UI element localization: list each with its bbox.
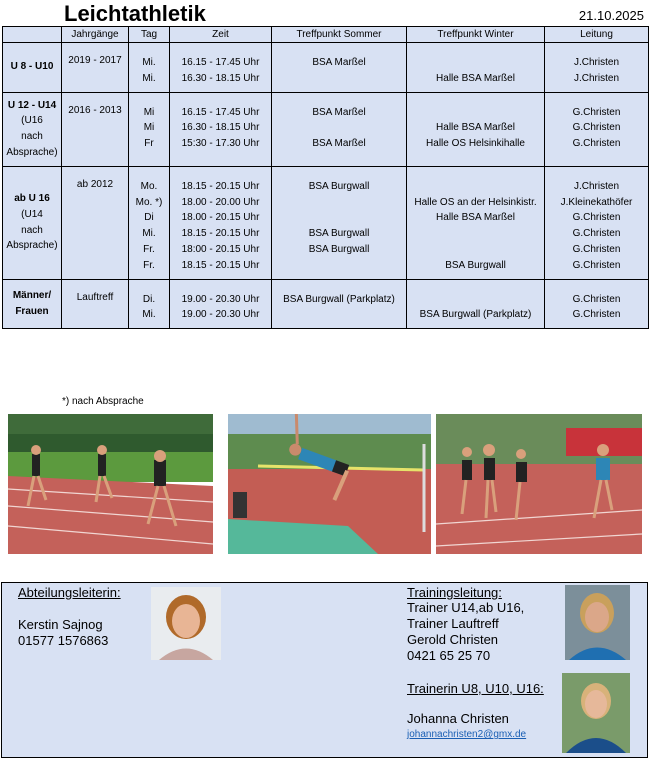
training-lead-line: Trainer U14,ab U16, [407, 600, 525, 615]
table-row [3, 43, 649, 93]
tag-cell [129, 279, 170, 329]
group-note: Absprache) [6, 240, 58, 252]
tag-line: Fr [144, 138, 154, 150]
leitung-line: G.Christen [572, 309, 621, 321]
tag-line: Mi [143, 122, 155, 134]
group-cell [3, 92, 62, 166]
training-lead-line: 0421 65 25 70 [407, 648, 491, 663]
zeit-line: 18:00 - 20.15 Uhr [181, 243, 260, 255]
trainer2-email-link[interactable]: johannachristen2@gmx.de [407, 729, 527, 740]
tag-line: Mi. [142, 72, 156, 84]
sommer-line: BSA Burgwall [308, 180, 370, 192]
col-header-tag: Tag [129, 27, 170, 43]
tag-line: Di. [142, 293, 156, 305]
date-label: 21.10.2025 [578, 8, 644, 23]
zeit-cell [170, 43, 272, 93]
training-lead-line: Gerold Christen [407, 632, 499, 647]
sommer-line: BSA Marßel [312, 106, 366, 118]
winter-line: BSA Burgwall [445, 259, 506, 271]
zeit-cell [170, 166, 272, 279]
dept-head-heading: Abteilungsleiterin: [18, 585, 121, 600]
tag-line: Fr. [143, 259, 155, 271]
sommer-line [272, 71, 406, 87]
zeit-line: 16.30 - 18.15 Uhr [181, 72, 260, 84]
leitung-line: G.Christen [572, 106, 621, 118]
leitung-line: J.Kleinekathöfer [560, 196, 633, 208]
zeit-line: 18.15 - 20.15 Uhr [181, 259, 260, 271]
leitung-cell [545, 92, 649, 166]
zeit-line: 16.30 - 18.15 Uhr [181, 122, 260, 134]
sommer-line [272, 258, 406, 274]
zeit-line: 18.15 - 20.15 Uhr [181, 228, 260, 240]
leitung-line: G.Christen [572, 293, 621, 305]
table-row [3, 166, 649, 279]
sommer-cell [272, 166, 407, 279]
leitung-line: G.Christen [572, 243, 621, 255]
portrait-trainerin [562, 673, 630, 753]
training-lead-line: Trainer Lauftreff [407, 616, 499, 631]
leitung-line: G.Christen [572, 228, 621, 240]
dept-head-name: Kerstin Sajnog [18, 617, 103, 632]
zeit-line: 19.00 - 20.30 Uhr [181, 309, 260, 321]
leitung-line: J.Christen [573, 72, 619, 84]
tag-line: Mo. [140, 180, 158, 192]
tag-line: Mi. [142, 228, 156, 240]
sommer-line [272, 195, 406, 211]
leitung-line: G.Christen [572, 122, 621, 134]
leitung-cell [545, 43, 649, 93]
footnote: *) nach Absprache [62, 396, 144, 407]
col-header-leitung: Leitung [545, 27, 649, 43]
winter-cell [407, 166, 545, 279]
winter-cell [407, 92, 545, 166]
jahrgaenge-cell: 2019 - 2017 [62, 43, 129, 93]
photo-highjump [228, 414, 431, 554]
zeit-line: 15:30 - 17.30 Uhr [181, 138, 260, 150]
group-cell [3, 279, 62, 329]
col-header-group [3, 27, 62, 43]
group-note: nach [21, 224, 43, 236]
winter-line: Halle OS an der Helsinkistr. [414, 196, 537, 208]
winter-line: BSA Burgwall (Parkplatz) [419, 309, 532, 321]
table-row [3, 279, 649, 329]
zeit-line: 19.00 - 20.30 Uhr [181, 293, 260, 305]
portrait-trainer [565, 585, 630, 660]
trainer2-heading: Trainerin U8, U10, U16: [407, 681, 544, 696]
winter-line [407, 55, 544, 71]
zeit-line: 16.15 - 17.45 Uhr [181, 57, 260, 68]
tag-line: Mi. [142, 57, 156, 68]
leitung-line: J.Christen [573, 57, 619, 68]
winter-line [407, 242, 544, 258]
sommer-cell [272, 43, 407, 93]
col-header-winter: Treffpunkt Winter [407, 27, 545, 43]
col-header-jahrgaenge: Jahrgänge [62, 27, 129, 43]
group-note: nach [21, 131, 43, 143]
sommer-cell [272, 92, 407, 166]
sommer-line: BSA Burgwall [308, 228, 370, 240]
group-cell [3, 43, 62, 93]
winter-line: Halle BSA Marßel [436, 72, 515, 84]
group-name: U 12 - U14 [7, 99, 57, 111]
sommer-line: BSA Marßel [312, 57, 366, 68]
sommer-line: BSA Marßel [312, 138, 366, 150]
winter-cell [407, 43, 545, 93]
schedule-table [2, 26, 649, 329]
sommer-line: BSA Burgwall [308, 243, 370, 255]
trainer2-name: Johanna Christen [407, 711, 509, 726]
tag-line: Mi. [142, 309, 156, 321]
sommer-line [272, 120, 406, 136]
group-note: (U14 [21, 208, 43, 220]
tag-line: Di [144, 212, 154, 224]
winter-line [407, 226, 544, 242]
training-lead-heading: Trainingsleitung: [407, 585, 502, 600]
group-note: Absprache) [6, 146, 58, 158]
zeit-cell [170, 92, 272, 166]
leitung-cell [545, 166, 649, 279]
tag-cell [129, 92, 170, 166]
dept-head-phone: 01577 1576863 [18, 633, 109, 648]
col-header-zeit: Zeit [170, 27, 272, 43]
group-name: ab U 16 [14, 193, 50, 205]
winter-line [407, 105, 544, 121]
zeit-cell [170, 279, 272, 329]
contact-box [1, 582, 648, 758]
leitung-line: G.Christen [572, 138, 621, 150]
col-header-sommer: Treffpunkt Sommer [272, 27, 407, 43]
tag-cell [129, 43, 170, 93]
zeit-line: 18.00 - 20.00 Uhr [181, 196, 260, 208]
winter-line: Halle BSA Marßel [436, 212, 515, 224]
leitung-line: G.Christen [572, 259, 621, 271]
portrait-dept-head [151, 587, 221, 660]
group-cell [3, 166, 62, 279]
winter-line [407, 292, 544, 308]
photo-sprinters [8, 414, 213, 554]
training-lead-details [407, 600, 524, 664]
zeit-line: 16.15 - 17.45 Uhr [181, 106, 260, 118]
sommer-cell [272, 279, 407, 329]
tag-line: Mo. *) [135, 196, 163, 208]
winter-line: Halle OS Helsinkihalle [426, 138, 525, 150]
tag-cell [129, 166, 170, 279]
sommer-line: BSA Burgwall (Parkplatz) [283, 293, 395, 305]
jahrgaenge-cell: Lauftreff [62, 279, 129, 329]
sommer-line [272, 307, 406, 323]
leitung-cell [545, 279, 649, 329]
table-header-row [3, 27, 649, 43]
page-title: Leichtathletik [64, 1, 206, 26]
jahrgaenge-cell: ab 2012 [62, 166, 129, 279]
group-name: U 8 - U10 [10, 61, 54, 73]
group-name: Frauen [15, 305, 49, 317]
tag-line: Fr. [143, 243, 155, 255]
winter-line [407, 179, 544, 195]
jahrgaenge-cell: 2016 - 2013 [62, 92, 129, 166]
tag-line: Mi [143, 106, 155, 118]
leitung-line: J.Christen [573, 180, 619, 192]
zeit-line: 18.00 - 20.15 Uhr [181, 212, 260, 224]
group-note: (U16 [21, 115, 43, 127]
group-name: Männer/ [12, 290, 52, 302]
winter-cell [407, 279, 545, 329]
table-row [3, 92, 649, 166]
leitung-line: G.Christen [572, 212, 621, 224]
winter-line: Halle BSA Marßel [436, 122, 515, 134]
photo-runners [436, 414, 642, 554]
zeit-line: 18.15 - 20.15 Uhr [181, 180, 260, 192]
sommer-line [272, 210, 406, 226]
